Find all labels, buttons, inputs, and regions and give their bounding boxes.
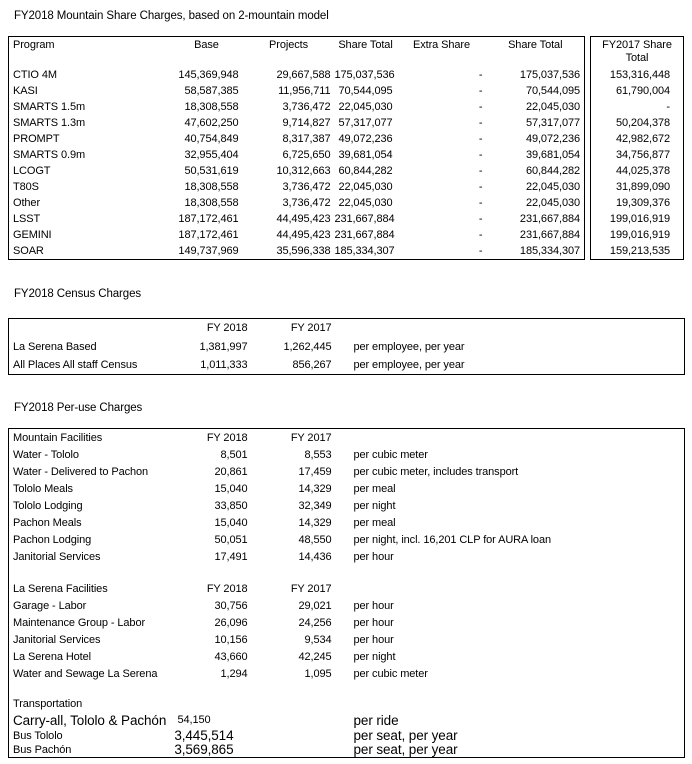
peruse-row: [9, 615, 685, 632]
cell-projects: 3,736,472: [282, 101, 331, 113]
cell-base: 149,737,969: [178, 245, 239, 257]
cell-share-total-2: 175,037,536: [519, 69, 580, 81]
cell-fy2017: 199,016,919: [609, 213, 670, 225]
cell-projects: 6,725,650: [282, 149, 331, 161]
cell-share-total: 175,037,536: [334, 69, 395, 81]
peruse-row: [9, 464, 685, 481]
cell-label: La Serena Hotel: [13, 651, 91, 663]
cell-extra-share: -: [478, 165, 483, 177]
fy2017-row: [591, 99, 684, 115]
cell-fy2018: 1,294: [220, 668, 248, 680]
cell-fy2017: 17,459: [298, 466, 332, 478]
share-row: [9, 67, 585, 83]
cell-extra-share: -: [478, 149, 483, 161]
share-table-header-row: [9, 37, 585, 68]
census-charges-table: [8, 318, 685, 375]
cell-fy2017: 34,756,877: [615, 149, 670, 161]
cell-share-total-2: 70,544,095: [525, 85, 580, 97]
col-header-empty: [9, 319, 174, 339]
share-row: [9, 83, 585, 99]
cell-fy2017: 14,329: [298, 483, 332, 495]
cell-fy2017: 42,245: [298, 651, 332, 663]
col-header-base: Base: [194, 39, 219, 51]
cell-fy2018: 1,011,333: [200, 359, 248, 371]
cell-program: SMARTS 0.9m: [13, 149, 86, 161]
cell-unit: per night: [353, 500, 396, 512]
cell-share-total: 57,317,077: [338, 117, 393, 129]
cell-program: T80S: [13, 181, 39, 193]
cell-label: Janitorial Services: [13, 551, 101, 563]
cell-projects: 3,736,472: [282, 197, 331, 209]
cell-share-total: 49,072,236: [338, 133, 393, 145]
cell-fy2017: 14,436: [298, 551, 332, 563]
cell-projects: 9,714,827: [282, 117, 331, 129]
census-header-row: [9, 319, 685, 339]
fy2017-row: [591, 115, 684, 131]
peruse-row: [9, 666, 685, 683]
col-header-share-total-2: Share Total: [508, 39, 563, 51]
col-header-fy2017: FY 2017: [290, 432, 332, 444]
mountain-facilities-header-row: [9, 429, 685, 448]
section-title: La Serena Facilities: [13, 583, 108, 595]
census-charges-title: FY2018 Census Charges: [14, 288, 142, 300]
cell-program: GEMINI: [13, 229, 52, 241]
col-header-unit-empty: [336, 319, 685, 339]
cell-fy2017: 159,213,535: [609, 245, 670, 257]
cell-share-total-2: 22,045,030: [525, 197, 580, 209]
cell-program: SMARTS 1.5m: [13, 101, 86, 113]
cell-extra-share: -: [478, 101, 483, 113]
cell-extra-share: -: [478, 229, 483, 241]
cell-unit: per meal: [353, 483, 396, 495]
cell-base: 187,172,461: [178, 229, 239, 241]
cell-fy2018: 1,381,997: [199, 341, 248, 353]
cell-extra-share: -: [478, 245, 483, 257]
cell-unit: per meal: [353, 517, 396, 529]
cell-fy2018: 3,569,865: [174, 742, 234, 757]
cell-fy2017: 9,534: [304, 634, 332, 646]
cell-fy2017: -: [666, 101, 670, 113]
cell-fy2017-empty: [252, 729, 336, 743]
col-header-unit-empty: [336, 429, 685, 448]
cell-fy2017: 1,262,445: [283, 341, 332, 353]
cell-fy2017-empty: [252, 712, 336, 729]
cell-label: Pachon Meals: [13, 517, 82, 529]
fy2017-row: [591, 195, 684, 211]
peruse-row: [9, 447, 685, 464]
cell-unit: per hour: [353, 551, 394, 563]
col-header-fy2017-share-total: FY2017 Share Total: [602, 39, 672, 64]
share-charges-table: [8, 36, 585, 260]
cell-share-total-2: 185,334,307: [519, 245, 580, 257]
cell-label: Pachon Lodging: [13, 534, 92, 546]
cell-label: Janitorial Services: [13, 634, 101, 646]
fy2017-row: [591, 211, 684, 227]
cell-program: KASI: [13, 85, 38, 97]
cell-share-total: 231,667,884: [334, 213, 395, 225]
cell-fy2018: 33,850: [214, 500, 248, 512]
col-header-fy2018: FY 2018: [206, 322, 248, 334]
fy2017-row: [591, 131, 684, 147]
peruse-row: [9, 515, 685, 532]
cell-program: SOAR: [13, 245, 44, 257]
cell-projects: 35,596,338: [276, 245, 331, 257]
cell-fy2018: 43,660: [214, 651, 248, 663]
cell-fy2017: 48,550: [298, 534, 332, 546]
cell-extra-share: -: [478, 117, 483, 129]
per-use-charges-title: FY2018 Per-use Charges: [14, 402, 143, 414]
census-row: [9, 356, 685, 375]
share-charges-title: FY2018 Mountain Share Charges, based on 2-mountain model: [14, 10, 329, 22]
cell-fy2017: 199,016,919: [609, 229, 670, 241]
cell-fy2018: 30,756: [214, 600, 248, 612]
col-header-projects: Projects: [269, 39, 308, 51]
cell-share-total-2: 57,317,077: [525, 117, 580, 129]
col-header-unit-empty: [336, 580, 685, 598]
cell-unit: per seat, per year: [353, 728, 458, 743]
cell-base: 47,602,250: [184, 117, 239, 129]
cell-base: 187,172,461: [178, 213, 239, 225]
cell-base: 145,369,948: [178, 69, 239, 81]
cell-projects: 44,495,423: [276, 213, 331, 225]
cell-share-total-2: 231,667,884: [519, 229, 580, 241]
share-row: [9, 147, 585, 163]
cell-program: PROMPT: [13, 133, 60, 145]
cell-label: Bus Pachón: [13, 744, 72, 756]
cell-label: Garage - Labor: [13, 600, 87, 612]
cell-label: All Places All staff Census: [13, 359, 138, 371]
cell-fy2018: 50,051: [214, 534, 248, 546]
cell-share-total-2: 231,667,884: [519, 213, 580, 225]
col-header-fy2018: FY 2018: [206, 432, 248, 444]
cell-fy2017: 32,349: [298, 500, 332, 512]
cell-fy2017: 44,025,378: [615, 165, 670, 177]
peruse-row-bus-tololo: [9, 729, 685, 743]
cell-fy2018: 20,861: [214, 466, 248, 478]
peruse-row: [9, 649, 685, 666]
cell-base: 32,955,404: [184, 149, 239, 161]
cell-share-total-2: 22,045,030: [525, 181, 580, 193]
cell-share-total: 22,045,030: [338, 197, 393, 209]
section-title: Transportation: [13, 698, 83, 710]
col-header-extra-share: Extra Share: [413, 39, 470, 51]
cell-projects: 10,312,663: [276, 165, 331, 177]
cell-label: Carry-all, Tololo & Pachón: [13, 713, 167, 728]
peruse-row: [9, 532, 685, 549]
cell-projects: 44,495,423: [276, 229, 331, 241]
la-serena-facilities-header-row: [9, 580, 685, 598]
cell-projects: 3,736,472: [282, 181, 331, 193]
cell-extra-share: -: [478, 213, 483, 225]
cell-base: 18,308,558: [184, 101, 239, 113]
cell-fy2017: 8,553: [304, 449, 332, 461]
share-row: [9, 179, 585, 195]
peruse-row-bus-pachon: [9, 743, 685, 758]
cell-fy2018: 10,156: [214, 634, 248, 646]
cell-fy2018: 3,445,514: [174, 728, 234, 743]
cell-fy2017: 50,204,378: [615, 117, 670, 129]
share-row: [9, 227, 585, 243]
cell-unit: per seat, per year: [353, 742, 458, 757]
cell-label: La Serena Based: [13, 341, 97, 353]
cell-unit: per night, incl. 16,201 CLP for AURA loan: [353, 534, 551, 546]
cell-share-total: 60,844,282: [338, 165, 393, 177]
fy2017-row: [591, 243, 684, 260]
spacer-row: [9, 683, 685, 696]
cell-extra-share: -: [478, 133, 483, 145]
cell-unit: per cubic meter, includes transport: [353, 466, 519, 478]
share-row: [9, 243, 585, 260]
col-header-program: Program: [13, 39, 55, 51]
cell-extra-share: -: [478, 197, 483, 209]
spacer-row: [9, 566, 685, 580]
cell-share-total: 39,681,054: [338, 149, 393, 161]
census-row: [9, 338, 685, 356]
cell-unit: per cubic meter: [353, 449, 428, 461]
share-row: [9, 195, 585, 211]
cell-fy2017: 19,309,376: [615, 197, 670, 209]
cell-base: 40,754,849: [184, 133, 239, 145]
share-row: [9, 99, 585, 115]
cell-unit: per cubic meter: [353, 668, 428, 680]
cell-fy2018: 15,040: [214, 517, 248, 529]
cell-unit: per employee, per year: [353, 341, 465, 353]
cell-fy2018: 15,040: [214, 483, 248, 495]
cell-extra-share: -: [478, 69, 483, 81]
fy2017-row: [591, 179, 684, 195]
fy2017-share-total-column: [590, 36, 684, 260]
cell-fy2018: 54,150: [177, 714, 211, 726]
cell-fy2017: 31,899,090: [615, 181, 670, 193]
cell-unit: per night: [353, 651, 396, 663]
cell-program: LCOGT: [13, 165, 51, 177]
cell-fy2017: 61,790,004: [615, 85, 670, 97]
share-row: [9, 211, 585, 227]
fy2017-row: [591, 163, 684, 179]
cell-label: Water - Tololo: [13, 449, 79, 461]
peruse-row: [9, 498, 685, 515]
per-use-charges-table: [8, 428, 685, 758]
cell-unit: per employee, per year: [353, 359, 465, 371]
cell-share-total: 185,334,307: [334, 245, 395, 257]
share-row: [9, 163, 585, 179]
fy2017-row: [591, 67, 684, 83]
cell-extra-share: -: [478, 181, 483, 193]
cell-unit: per hour: [353, 617, 394, 629]
cell-share-total: 70,544,095: [338, 85, 393, 97]
cell-fy2017: 1,095: [304, 668, 332, 680]
cell-label: Tololo Lodging: [13, 500, 83, 512]
peruse-row: [9, 481, 685, 498]
cell-share-total: 22,045,030: [338, 181, 393, 193]
cell-unit: per hour: [353, 634, 394, 646]
cell-fy2018: 8,501: [220, 449, 248, 461]
cell-base: 18,308,558: [184, 197, 239, 209]
cell-fy2017: 42,982,672: [615, 133, 670, 145]
section-title: Mountain Facilities: [13, 432, 103, 444]
cell-program: SMARTS 1.3m: [13, 117, 86, 129]
cell-unit: per hour: [353, 600, 394, 612]
cell-base: 18,308,558: [184, 181, 239, 193]
cell-fy2017: 14,329: [298, 517, 332, 529]
share-charges-section: [8, 36, 686, 260]
peruse-row: [9, 598, 685, 615]
cell-fy2018: 17,491: [214, 551, 248, 563]
cell-fy2017-empty: [252, 743, 336, 758]
share-row: [9, 115, 585, 131]
cell-program: Other: [13, 197, 41, 209]
col-header-fy2017: FY 2017: [290, 583, 332, 595]
col-header-fy2017: FY 2017: [290, 322, 332, 334]
cell-unit: per ride: [353, 713, 399, 728]
cell-fy2017: 856,267: [292, 359, 332, 371]
cell-label: Water - Delivered to Pachon: [13, 466, 149, 478]
cell-program: CTIO 4M: [13, 69, 57, 81]
cell-share-total-2: 39,681,054: [525, 149, 580, 161]
cell-program: LSST: [13, 213, 41, 225]
cell-fy2018: 26,096: [214, 617, 248, 629]
cell-projects: 11,956,711: [278, 85, 331, 97]
col-header-share-total: Share Total: [338, 39, 393, 51]
cell-projects: 8,317,387: [282, 133, 331, 145]
cell-base: 50,531,619: [184, 165, 239, 177]
fy2017-row: [591, 147, 684, 163]
peruse-row: [9, 632, 685, 649]
cell-projects: 29,667,588: [276, 69, 331, 81]
cell-share-total-2: 60,844,282: [525, 165, 580, 177]
fy2017-row: [591, 83, 684, 99]
cell-label: Bus Tololo: [13, 730, 63, 742]
share-row: [9, 131, 585, 147]
fy2017-header-row: [591, 37, 684, 68]
cell-fy2017: 153,316,448: [609, 69, 670, 81]
peruse-row-carry-all: [9, 712, 685, 729]
cell-share-total-2: 22,045,030: [525, 101, 580, 113]
cell-extra-share: -: [478, 85, 483, 97]
peruse-row: [9, 549, 685, 566]
cell-share-total-2: 49,072,236: [525, 133, 580, 145]
cell-share-total: 22,045,030: [338, 101, 393, 113]
cell-base: 58,587,385: [184, 85, 239, 97]
col-header-fy2018: FY 2018: [206, 583, 248, 595]
cell-label: Tololo Meals: [13, 483, 73, 495]
cell-label: Maintenance Group - Labor: [13, 617, 146, 629]
fy2017-row: [591, 227, 684, 243]
transportation-header-row: [9, 696, 685, 712]
cell-fy2017: 29,021: [298, 600, 332, 612]
cell-share-total: 231,667,884: [334, 229, 395, 241]
cell-fy2017: 24,256: [298, 617, 332, 629]
cell-label: Water and Sewage La Serena: [13, 668, 158, 680]
